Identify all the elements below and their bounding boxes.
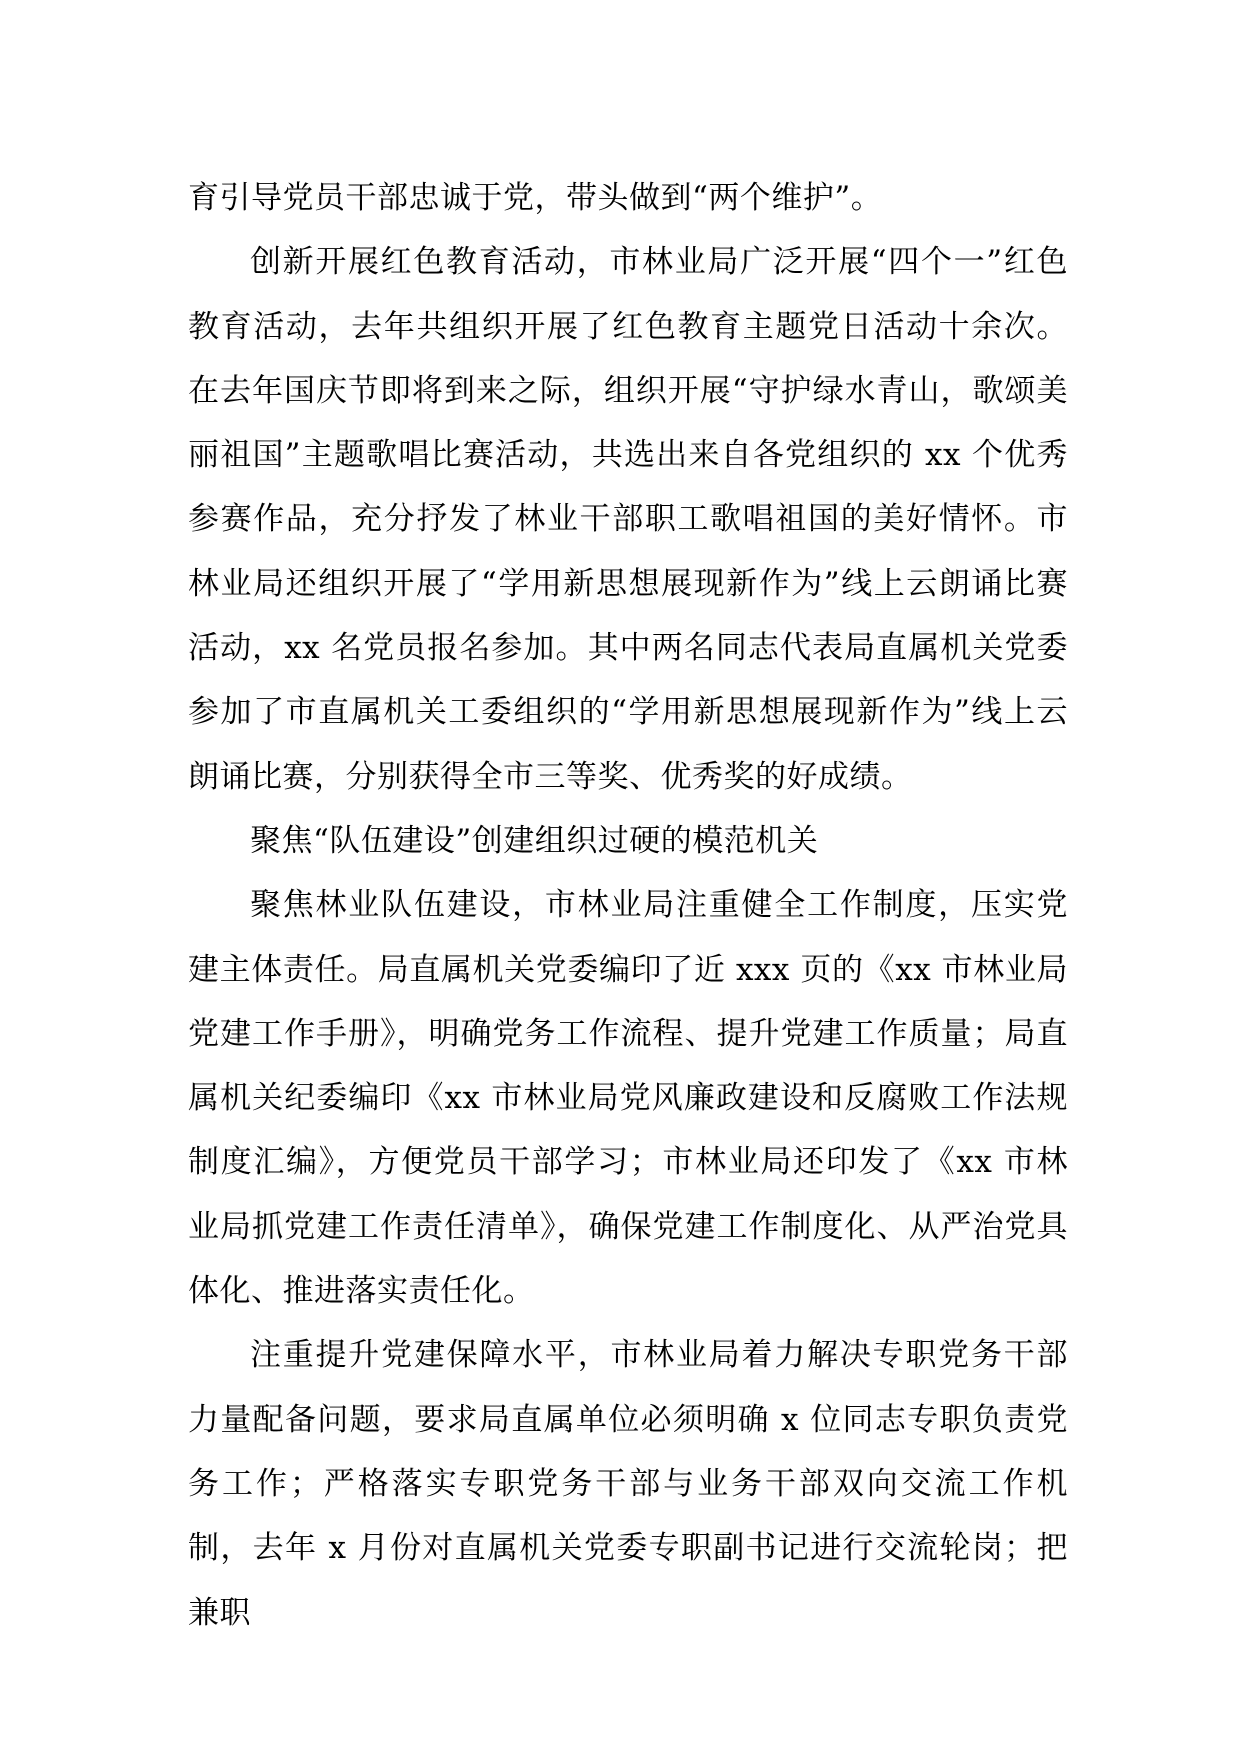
- paragraph-team-building: 聚焦林业队伍建设，市林业局注重健全工作制度，压实党建主体责任。局直属机关党委编印了近 xxx 页的《xx 市林业局党建工作手册》，明确党务工作流程、提升党建工作质量；局直属机关纪委编印《xx 市林业局党风廉政建设和反腐败工作法规制度汇编》，方便党员干部学习；市林业局还印发了《xx 市林业局抓党建工作责任清单》，确保党建工作制度化、从严治党具体化、推进落实责任化。: [188, 887, 1068, 1310]
- paragraph-red-education: 创新开展红色教育活动，市林业局广泛开展“四个一”红色教育活动，去年共组织开展了红色教育主题党日活动十余次。在去年国庆节即将到来之际，组织开展“守护绿水青山，歌颂美丽祖国”主题歌唱比赛活动，共选出来自各党组织的 xx 个优秀参赛作品，充分抒发了林业干部职工歌唱祖国的美好情怀。市林业局还组织开展了“学用新思想展现新作为”线上云朗诵比赛活动，xx 名党员报名参加。其中两名同志代表局直属机关党委参加了市直属机关工委组织的“学用新思想展现新作为”线上云朗诵比赛，分别获得全市三等奖、优秀奖的好成绩。: [188, 244, 1068, 795]
- body-text: [188, 166, 1068, 1645]
- paragraph-continuation: 育引导党员干部忠诚于党，带头做到“两个维护”。: [188, 180, 883, 216]
- paragraph-party-support: 注重提升党建保障水平，市林业局着力解决专职党务干部力量配备问题，要求局直属单位必须明确 x 位同志专职负责党务工作；严格落实专职党务干部与业务干部双向交流工作机制，去年 x 月份对直属机关党委专职副书记进行交流轮岗；把兼职: [188, 1337, 1068, 1631]
- section-heading-team-building: 聚焦“队伍建设”创建组织过硬的模范机关: [250, 822, 819, 859]
